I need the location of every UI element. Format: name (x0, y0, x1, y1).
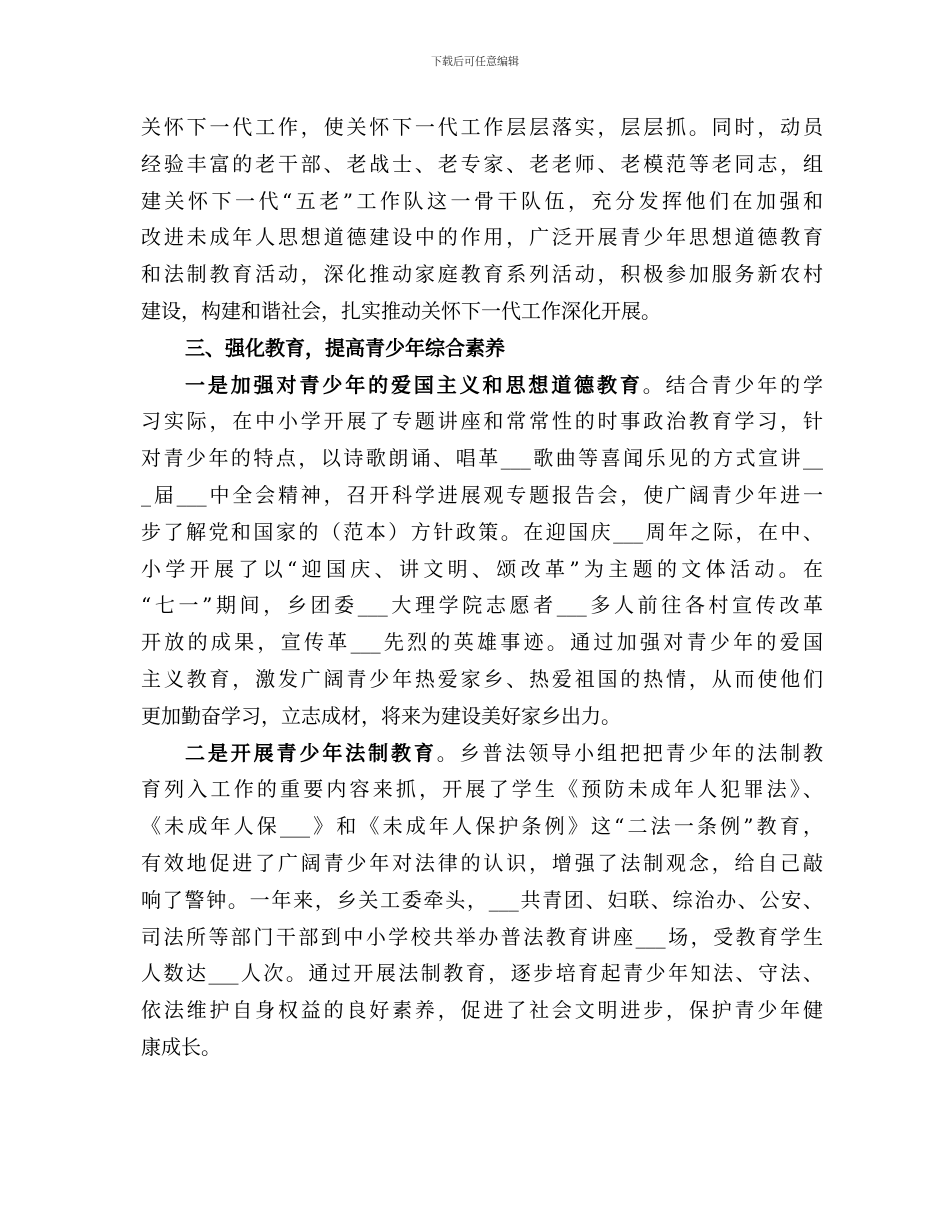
text-line: 康成长。 (141, 1034, 221, 1059)
text-line: 司法所等部门干部到中小学校共举办普法教育讲座___场，受教育学生 (141, 924, 823, 949)
paragraph-3 (141, 735, 823, 1066)
text-line: “七一”期间，乡团委___大理学院志愿者___多人前往各村宣传改革 (141, 593, 823, 618)
text-line: 习实际，在中小学开展了专题讲座和常常性的时事政治教育学习，针 (141, 409, 823, 434)
lead-rest: 。乡普法领导小组把把青少年的法制教 (436, 740, 824, 765)
text-line: 有效地促进了广阔青少年对法律的认识，增强了法制观念，给自己敲 (141, 850, 823, 875)
text-line: 依法维护自身权益的良好素养，促进了社会文明进步，保护青少年健 (141, 998, 823, 1023)
text-line: 建关怀下一代“五老”工作队这一骨干队伍，充分发挥他们在加强和 (141, 188, 823, 213)
text-line: 关怀下一代工作，使关怀下一代工作层层落实，层层抓。同时，动员 (141, 115, 823, 139)
text-line: 和法制教育活动，深化推动家庭教育系列活动，积极参加服务新农村 (141, 262, 823, 287)
document-body (141, 109, 823, 1066)
lead-rest: 。结合青少年的学 (642, 372, 824, 397)
text-line: 对青少年的特点，以诗歌朗诵、唱革___歌曲等喜闻乐见的方式宣讲__ (141, 446, 823, 471)
lead-phrase: 二是开展青少年法制教育 (185, 740, 437, 765)
paragraph-2 (141, 367, 823, 735)
text-line: 育列入工作的重要内容来抓，开展了学生《预防未成年人犯罪法》、 (141, 777, 823, 802)
text-line: 经验丰富的老干部、老战士、老专家、老老师、老模范等老同志，组 (141, 151, 823, 176)
page-header: 下载后可任意编辑 (431, 55, 519, 68)
text-line: 主义教育，激发广阔青少年热爱家乡、热爱祖国的热情，从而使他们 (141, 666, 823, 691)
text-line: 开放的成果，宣传革___先烈的英雄事迹。通过加强对青少年的爱国 (141, 630, 823, 655)
section-heading: 三、强化教育，提高青少年综合素养 (185, 335, 505, 360)
text-line: 步了解党和国家的（范本）方针政策。在迎国庆___周年之际，在中、 (141, 519, 823, 544)
paragraph-lead-line (141, 367, 823, 404)
text-line: 人数达___人次。通过开展法制教育，逐步培育起青少年知法、守法、 (141, 961, 823, 986)
text-line: 小学开展了以“迎国庆、讲文明、颂改革”为主题的文体活动。在 (141, 556, 823, 581)
text-line: 《未成年人保___》和《未成年人保护条例》这“二法一条例”教育， (141, 814, 823, 839)
text-line: _届___中全会精神，召开科学进展观专题报告会，使广阔青少年进一 (141, 482, 823, 507)
lead-phrase: 一是加强对青少年的爱国主义和思想道德教育 (185, 372, 643, 397)
text-line: 建设，构建和谐社会，扎实推动关怀下一代工作深化开展。 (141, 298, 661, 323)
text-line: 响了警钟。一年来，乡关工委牵头，___共青团、妇联、综治办、公安、 (141, 887, 823, 912)
paragraph-1 (141, 109, 823, 330)
text-line: 更加勤奋学习，立志成材，将来为建设美好家乡出力。 (141, 703, 621, 728)
paragraph-lead-line (141, 735, 823, 772)
text-line: 改进未成年人思想道德建设中的作用，广泛开展青少年思想道德教育 (141, 225, 823, 250)
